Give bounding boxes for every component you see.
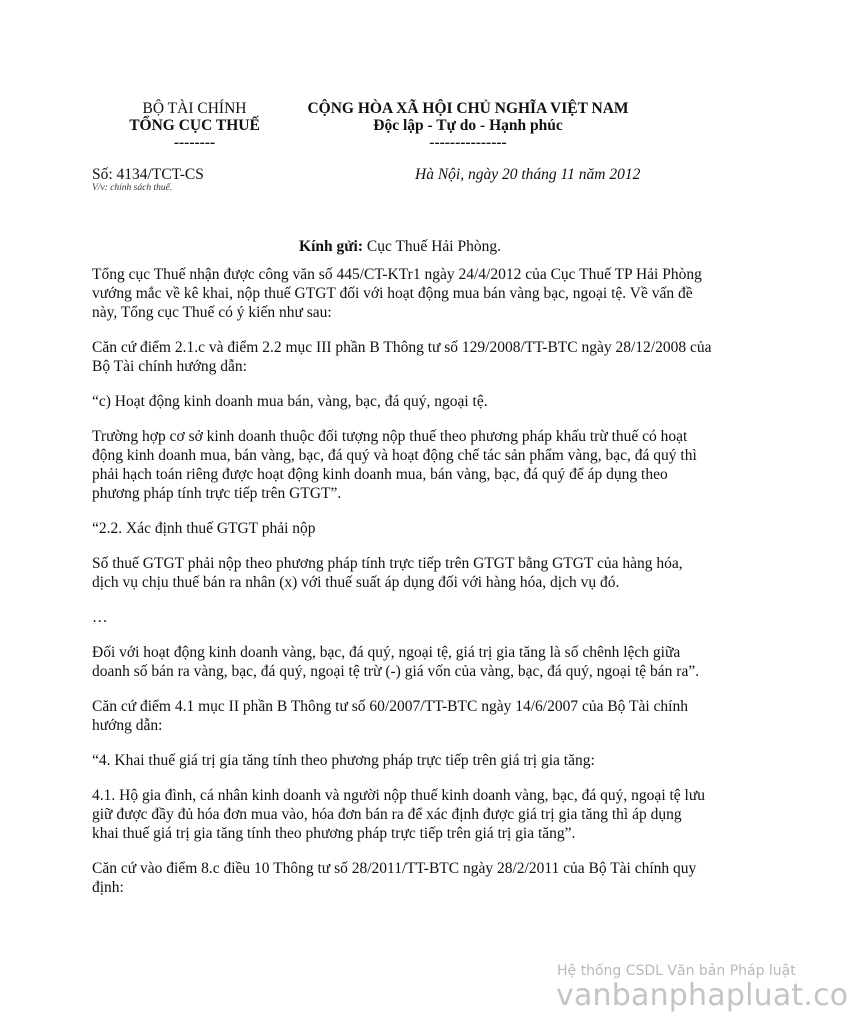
paragraph: Căn cứ điểm 2.1.c và điểm 2.2 mục III phần B Thông tư số 129/2008/TT-BTC ngày 28/12/2008 của Bộ Tài chính hướng dẫn: xyxy=(92,339,712,375)
paragraph: Đối với hoạt động kinh doanh vàng, bạc, đá quý, ngoại tệ, giá trị gia tăng là số chênh lệch giữa doanh số bán ra vàng, bạc, đá quý, ngoại tệ trừ (-) giá vốn của vàng, bạc, đá quý, ngoại tệ bán ra”. xyxy=(92,644,700,680)
motto: Độc lập - Tự do - Hạnh phúc xyxy=(373,117,563,134)
document-body xyxy=(92,265,712,913)
paragraph: Trường hợp cơ sở kinh doanh thuộc đối tượng nộp thuế theo phương pháp khấu trừ thuế có hoạt động kinh doanh mua, bán vàng, bạc, đá quý và hoạt động chế tác sản phẩm vàng, bạc, đá quý thì phải hạch toán riêng được hoạt động kinh doanh mua, bán vàng, bạc, đá quý để áp dụng theo phương pháp tính trực tiếp trên GTGT”. xyxy=(92,428,697,502)
watermark-site: vanbanphapluat.co xyxy=(556,978,848,1013)
recipient-label: Kính gửi: xyxy=(299,238,364,255)
department-name: TỔNG CỤC THUẾ xyxy=(129,117,260,134)
paragraph: Tổng cục Thuế nhận được công văn số 445/CT-KTr1 ngày 24/4/2012 của Cục Thuế TP Hải Phòng vướng mắc về kê khai, nộp thuế GTGT đối với hoạt động mua bán vàng bạc, ngoại tệ. Về vấn đề này, Tổng cục Thuế có ý kiến như sau: xyxy=(92,266,702,321)
nation-title: CỘNG HÒA XÃ HỘI CHỦ NGHĨA VIỆT NAM xyxy=(307,100,629,117)
paragraph: “c) Hoạt động kinh doanh mua bán, vàng, bạc, đá quý, ngoại tệ. xyxy=(92,393,488,410)
paragraph: Số thuế GTGT phải nộp theo phương pháp tính trực tiếp trên GTGT bằng GTGT của hàng hóa, dịch vụ chịu thuế bán ra nhân (x) với thuế suất áp dụng đối với hàng hóa, dịch vụ đó. xyxy=(92,555,683,591)
left-divider: -------- xyxy=(173,134,216,151)
paragraph: … xyxy=(92,609,108,626)
paragraph: 4.1. Hộ gia đình, cá nhân kinh doanh và người nộp thuế kinh doanh vàng, bạc, đá quý, ngoại tệ lưu giữ được đầy đủ hóa đơn mua vào, hóa đơn bán ra để xác định được giá trị gia tăng thì áp dụng khai thuế giá trị gia tăng tính theo phương pháp trực tiếp trên giá trị gia tăng”. xyxy=(92,787,706,842)
watermark-caption: Hệ thống CSDL Văn bản Pháp luật xyxy=(557,963,796,979)
issuer-block xyxy=(92,100,297,151)
ministry-name: BỘ TÀI CHÍNH xyxy=(142,100,247,117)
place-date: Hà Nội, ngày 20 tháng 11 năm 2012 xyxy=(415,166,641,183)
paragraph: Căn cứ điểm 4.1 mục II phần B Thông tư số 60/2007/TT-BTC ngày 14/6/2007 của Bộ Tài chính hướng dẫn: xyxy=(92,698,688,734)
recipient-name: Cục Thuế Hải Phòng. xyxy=(366,238,501,255)
nation-block xyxy=(293,100,643,151)
document-number: Số: 4134/TCT-CS xyxy=(92,166,204,183)
paragraph: Căn cứ vào điểm 8.c điều 10 Thông tư số 28/2011/TT-BTC ngày 28/2/2011 của Bộ Tài chính quy định: xyxy=(92,860,697,896)
document-subject: V/v: chính sách thuế. xyxy=(92,183,173,193)
paragraph: “2.2. Xác định thuế GTGT phải nộp xyxy=(92,520,316,537)
right-divider: --------------- xyxy=(429,134,507,151)
paragraph: “4. Khai thuế giá trị gia tăng tính theo phương pháp trực tiếp trên giá trị gia tăng: xyxy=(92,752,595,769)
recipient-line xyxy=(0,238,800,256)
